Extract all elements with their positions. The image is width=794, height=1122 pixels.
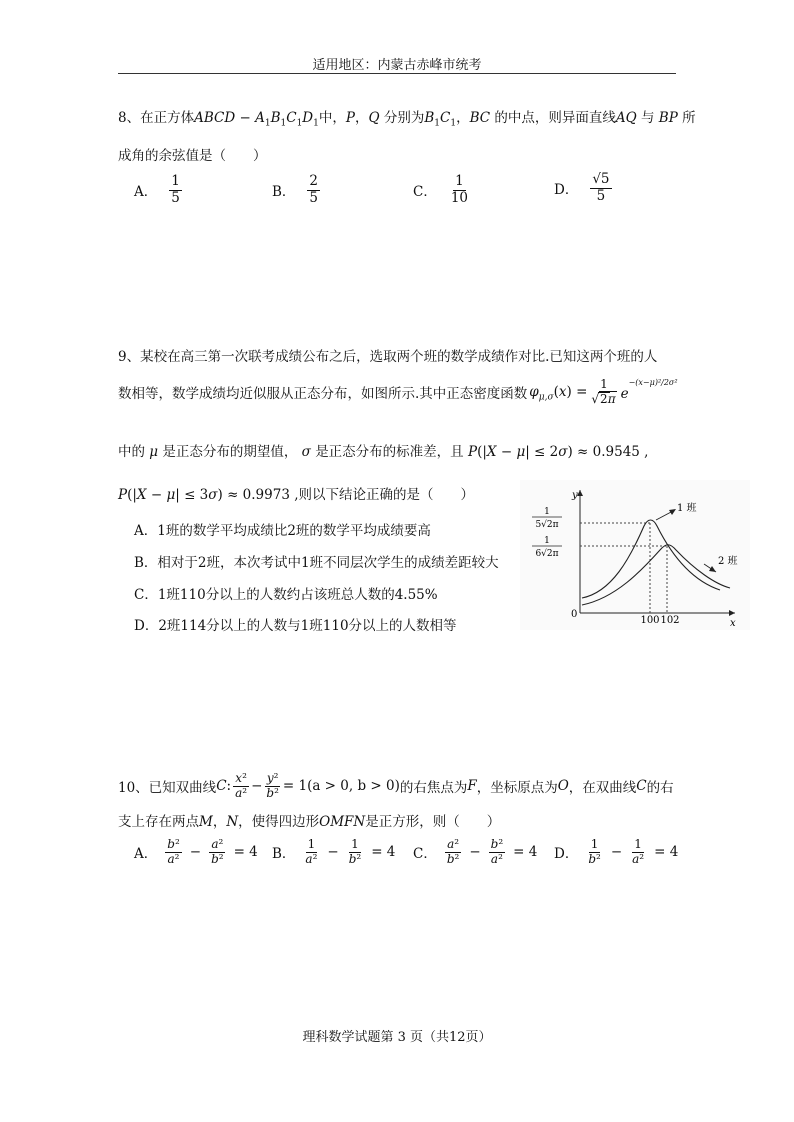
- q9-option-c[interactable]: C．1班110分以上的人数约占该班总人数的4.55%: [134, 587, 438, 603]
- origin-label: 0: [571, 609, 578, 620]
- curve2-label: 2 班: [718, 556, 738, 567]
- q8-line1: 8、在正方体ABCD − $A_1B_1C_1D_1$中，P，Q 分别为$B_1C_1$，BC 的中点，则异面直线AQ 与 BP 所: [118, 110, 696, 129]
- tick-100: 100: [640, 615, 660, 626]
- q8-option-b[interactable]: B． $\frac{2}{5}$: [272, 173, 319, 206]
- footer-text: 理科数学试题第 3 页（共12页）: [302, 1030, 492, 1045]
- header-rule: [118, 73, 676, 74]
- q10-option-c[interactable]: C． $\frac{\text{a²}}{\text{b²}}$ − $\frac{\text{b²}}{\text{a²}}$ = 4: [413, 837, 538, 866]
- peak2-label-num: 1: [544, 536, 550, 546]
- peak1-label-num: 1: [544, 507, 550, 517]
- peak1-label-den: 5√2π: [535, 520, 559, 530]
- curve1-label: 1 班: [677, 503, 697, 514]
- q9-line1: 9、某校在高三第一次联考成绩公布之后，选取两个班的数学成绩作对比.已知这两个班的人: [118, 349, 658, 365]
- q10-option-b[interactable]: B． $\frac{1}{\text{a²}}$ − $\frac{1}{\text{b²}}$ = 4: [272, 837, 396, 866]
- header-text: 适用地区：内蒙古赤峰市统考: [312, 58, 482, 73]
- q9-line2: 数相等，数学成绩均近似服从正态分布，如图所示.其中正态密度函数 $\varphi_{\mu,\sigma}(x)$ = $\frac{1}{√2\pi}$ e −(x−μ)²/2σ²: [118, 377, 678, 406]
- tick-102: 102: [660, 615, 680, 626]
- q9-line3: 中的 μ 是正态分布的期望值， σ 是正态分布的标准差，且 P(|X − μ| ≤ 2σ) ≈ 0.9545 ,: [118, 444, 649, 460]
- q10-option-d[interactable]: D． $\frac{1}{\text{b²}}$ − $\frac{1}{\text{a²}}$ = 4: [554, 837, 679, 866]
- x-axis-label: x: [730, 618, 736, 629]
- q8-line2: 成角的余弦值是（ ）: [118, 148, 267, 164]
- q10-line2: 支上存在两点M，N，使得四边形OMFN是正方形，则（ ）: [118, 814, 501, 830]
- q10-option-a[interactable]: A． $\frac{\text{b²}}{\text{a²}}$ − $\frac{\text{a²}}{\text{b²}}$ = 4: [134, 837, 258, 866]
- q9-normal-distribution-figure: [520, 480, 750, 630]
- q10-line1: 10、已知双曲线 C : $\frac{\text{x²}}{\text{a²}}$ − $\frac{\text{y²}}{\text{b²}}$ = 1(a > 0, b > 0) 的右焦点为 F ，坐标原点为 O ，在双曲线 C 的右: [118, 771, 674, 800]
- page-footer: [0, 1026, 794, 1045]
- q9-option-a[interactable]: A．1班的数学平均成绩比2班的数学平均成绩要高: [134, 523, 431, 539]
- q8-option-c[interactable]: C． $\frac{1}{10}$: [413, 173, 469, 206]
- q8-option-a[interactable]: A． $\frac{1}{5}$: [134, 173, 180, 206]
- page-header: [0, 54, 794, 73]
- q9-option-d[interactable]: D．2班114分以上的人数与1班110分以上的人数相等: [134, 618, 457, 634]
- q9-option-b[interactable]: B．相对于2班，本次考试中1班不同层次学生的成绩差距较大: [134, 555, 499, 571]
- y-axis-label: y: [572, 490, 578, 501]
- q8-option-d[interactable]: D． $\frac{√5}{5}$: [554, 171, 610, 204]
- q9-line4: P(|X − μ| ≤ 3σ) ≈ 0.9973 ,则以下结论正确的是（ ）: [118, 487, 474, 503]
- peak2-label-den: 6√2π: [535, 549, 559, 559]
